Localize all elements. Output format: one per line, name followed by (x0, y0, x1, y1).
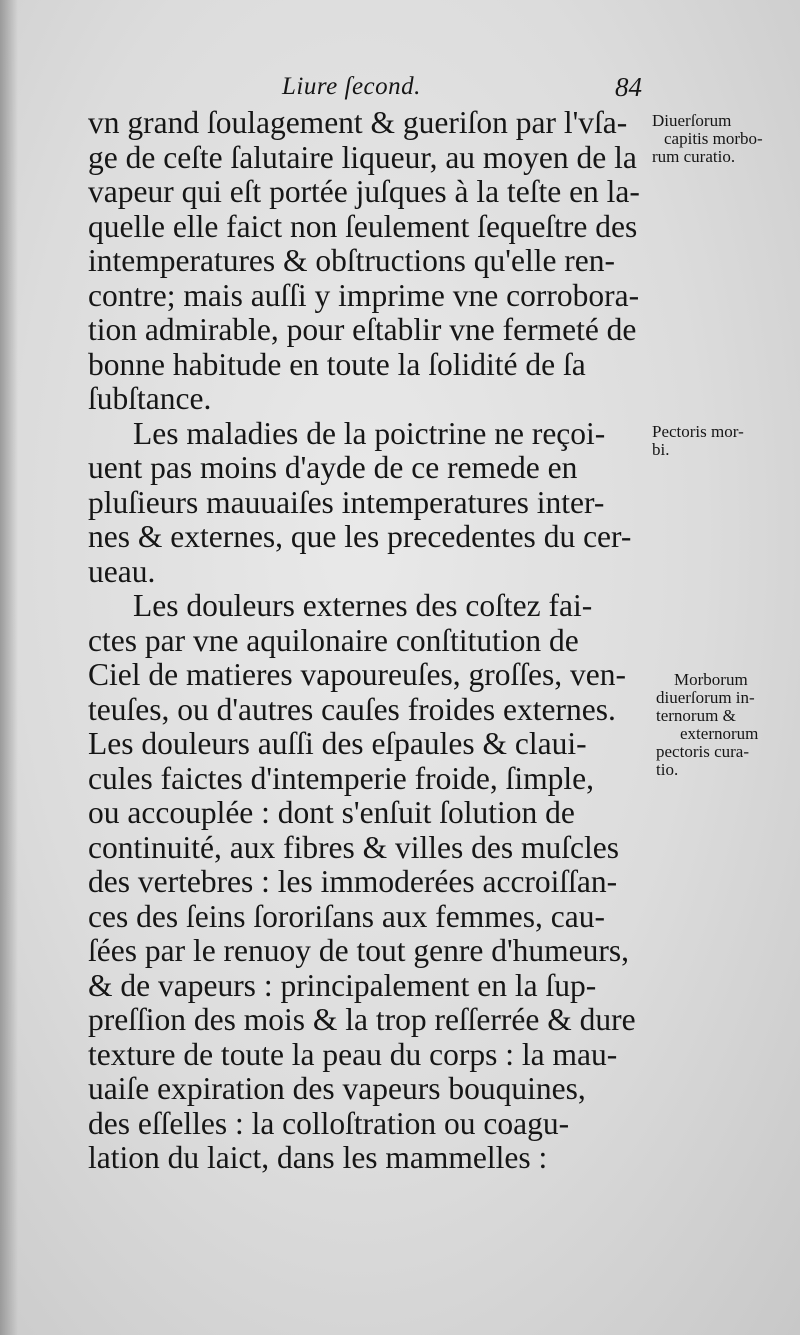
text-line: Ciel de matieres vapoureuſes, groſſes, ven- (88, 657, 626, 692)
text-line: contre; mais auſſi y imprime vne corrobora- (88, 277, 640, 313)
text-line: lation du laict, dans les mammelles : (88, 1140, 548, 1175)
margin-note-chest-treatment (656, 671, 758, 779)
body-text (88, 106, 658, 1176)
text-line: Les maladies de la poictrine ne reçoi- (133, 415, 606, 451)
text-line: ou accouplée : dont s'enſuit ſolution de (88, 795, 575, 830)
margin-note-line: ternorum & (656, 706, 736, 725)
text-line: intemperatures & obſtructions qu'elle ren- (88, 243, 616, 278)
margin-note-line: pectoris cura- (656, 742, 749, 761)
text-line: uent pas moins d'ayde de ce remede en (88, 450, 578, 485)
text-line: bonne habitude en toute la ſolidité de ſa (88, 346, 586, 382)
margin-note-line: Diuerſorum (652, 111, 732, 130)
margin-note-line: rum curatio. (652, 147, 736, 166)
text-line: Les douleurs externes des coſtez fai- (133, 588, 593, 623)
text-line: Les douleurs auſſi des eſpaules & claui- (88, 726, 587, 761)
running-header: Liure ſecond. (282, 73, 421, 100)
text-line: & de vapeurs : principalement en la ſup- (88, 967, 597, 1003)
text-line: uaiſe expiration des vapeurs bouquines, (88, 1071, 586, 1106)
text-line: nes & externes, que les precedentes du cer- (88, 519, 632, 554)
text-line: quelle elle faict non ſeulement ſequeſtre des (88, 208, 638, 244)
text-line: pluſieurs mauuaiſes intemperatures inter- (88, 484, 605, 520)
text-line: ge de ceſte ſalutaire liqueur, au moyen de la (88, 139, 637, 175)
text-line: ces des ſeins ſororiſans aux femmes, cau- (88, 898, 605, 934)
margin-note-line: tio. (656, 760, 679, 779)
text-line: preſſion des mois & la trop reſſerrée & dure (88, 1002, 636, 1037)
margin-note-head-diseases (652, 112, 763, 166)
text-line: des vertebres : les immoderées accroiſſan- (88, 864, 618, 899)
text-line: ſées par le renuoy de tout genre d'humeurs, (88, 933, 629, 968)
text-line: continuité, aux fibres & villes des muſcles (88, 829, 620, 865)
text-line: vn grand ſoulagement & gueriſon par l'vſa- (88, 105, 628, 140)
text-line: ſubſtance. (88, 381, 212, 416)
text-line: teuſes, ou d'autres cauſes froides externes. (88, 691, 616, 727)
text-line: vapeur qui eſt portée juſques à la teſte en la- (88, 174, 640, 209)
margin-note-line: Pectoris mor- (652, 422, 744, 441)
text-line: ueau. (88, 553, 156, 589)
margin-note-line: externorum (680, 724, 759, 743)
margin-note-line: diuerſorum in- (656, 688, 755, 707)
text-line: cules faictes d'intemperie froide, ſimple, (88, 760, 594, 796)
text-line: des eſſelles : la colloſtration ou coagu- (88, 1105, 570, 1141)
text-line: tion admirable, pour eſtablir vne fermeté de (88, 312, 637, 347)
margin-note-line: bi. (652, 440, 670, 459)
margin-note-line: capitis morbo- (664, 129, 763, 148)
text-line: ctes par vne aquilonaire conſtitution de (88, 622, 579, 658)
margin-note-chest-diseases (652, 423, 744, 459)
margin-note-line: Morborum (674, 670, 748, 689)
page-number: 84 (615, 72, 642, 102)
text-line: texture de toute la peau du corps : la mau- (88, 1036, 618, 1072)
